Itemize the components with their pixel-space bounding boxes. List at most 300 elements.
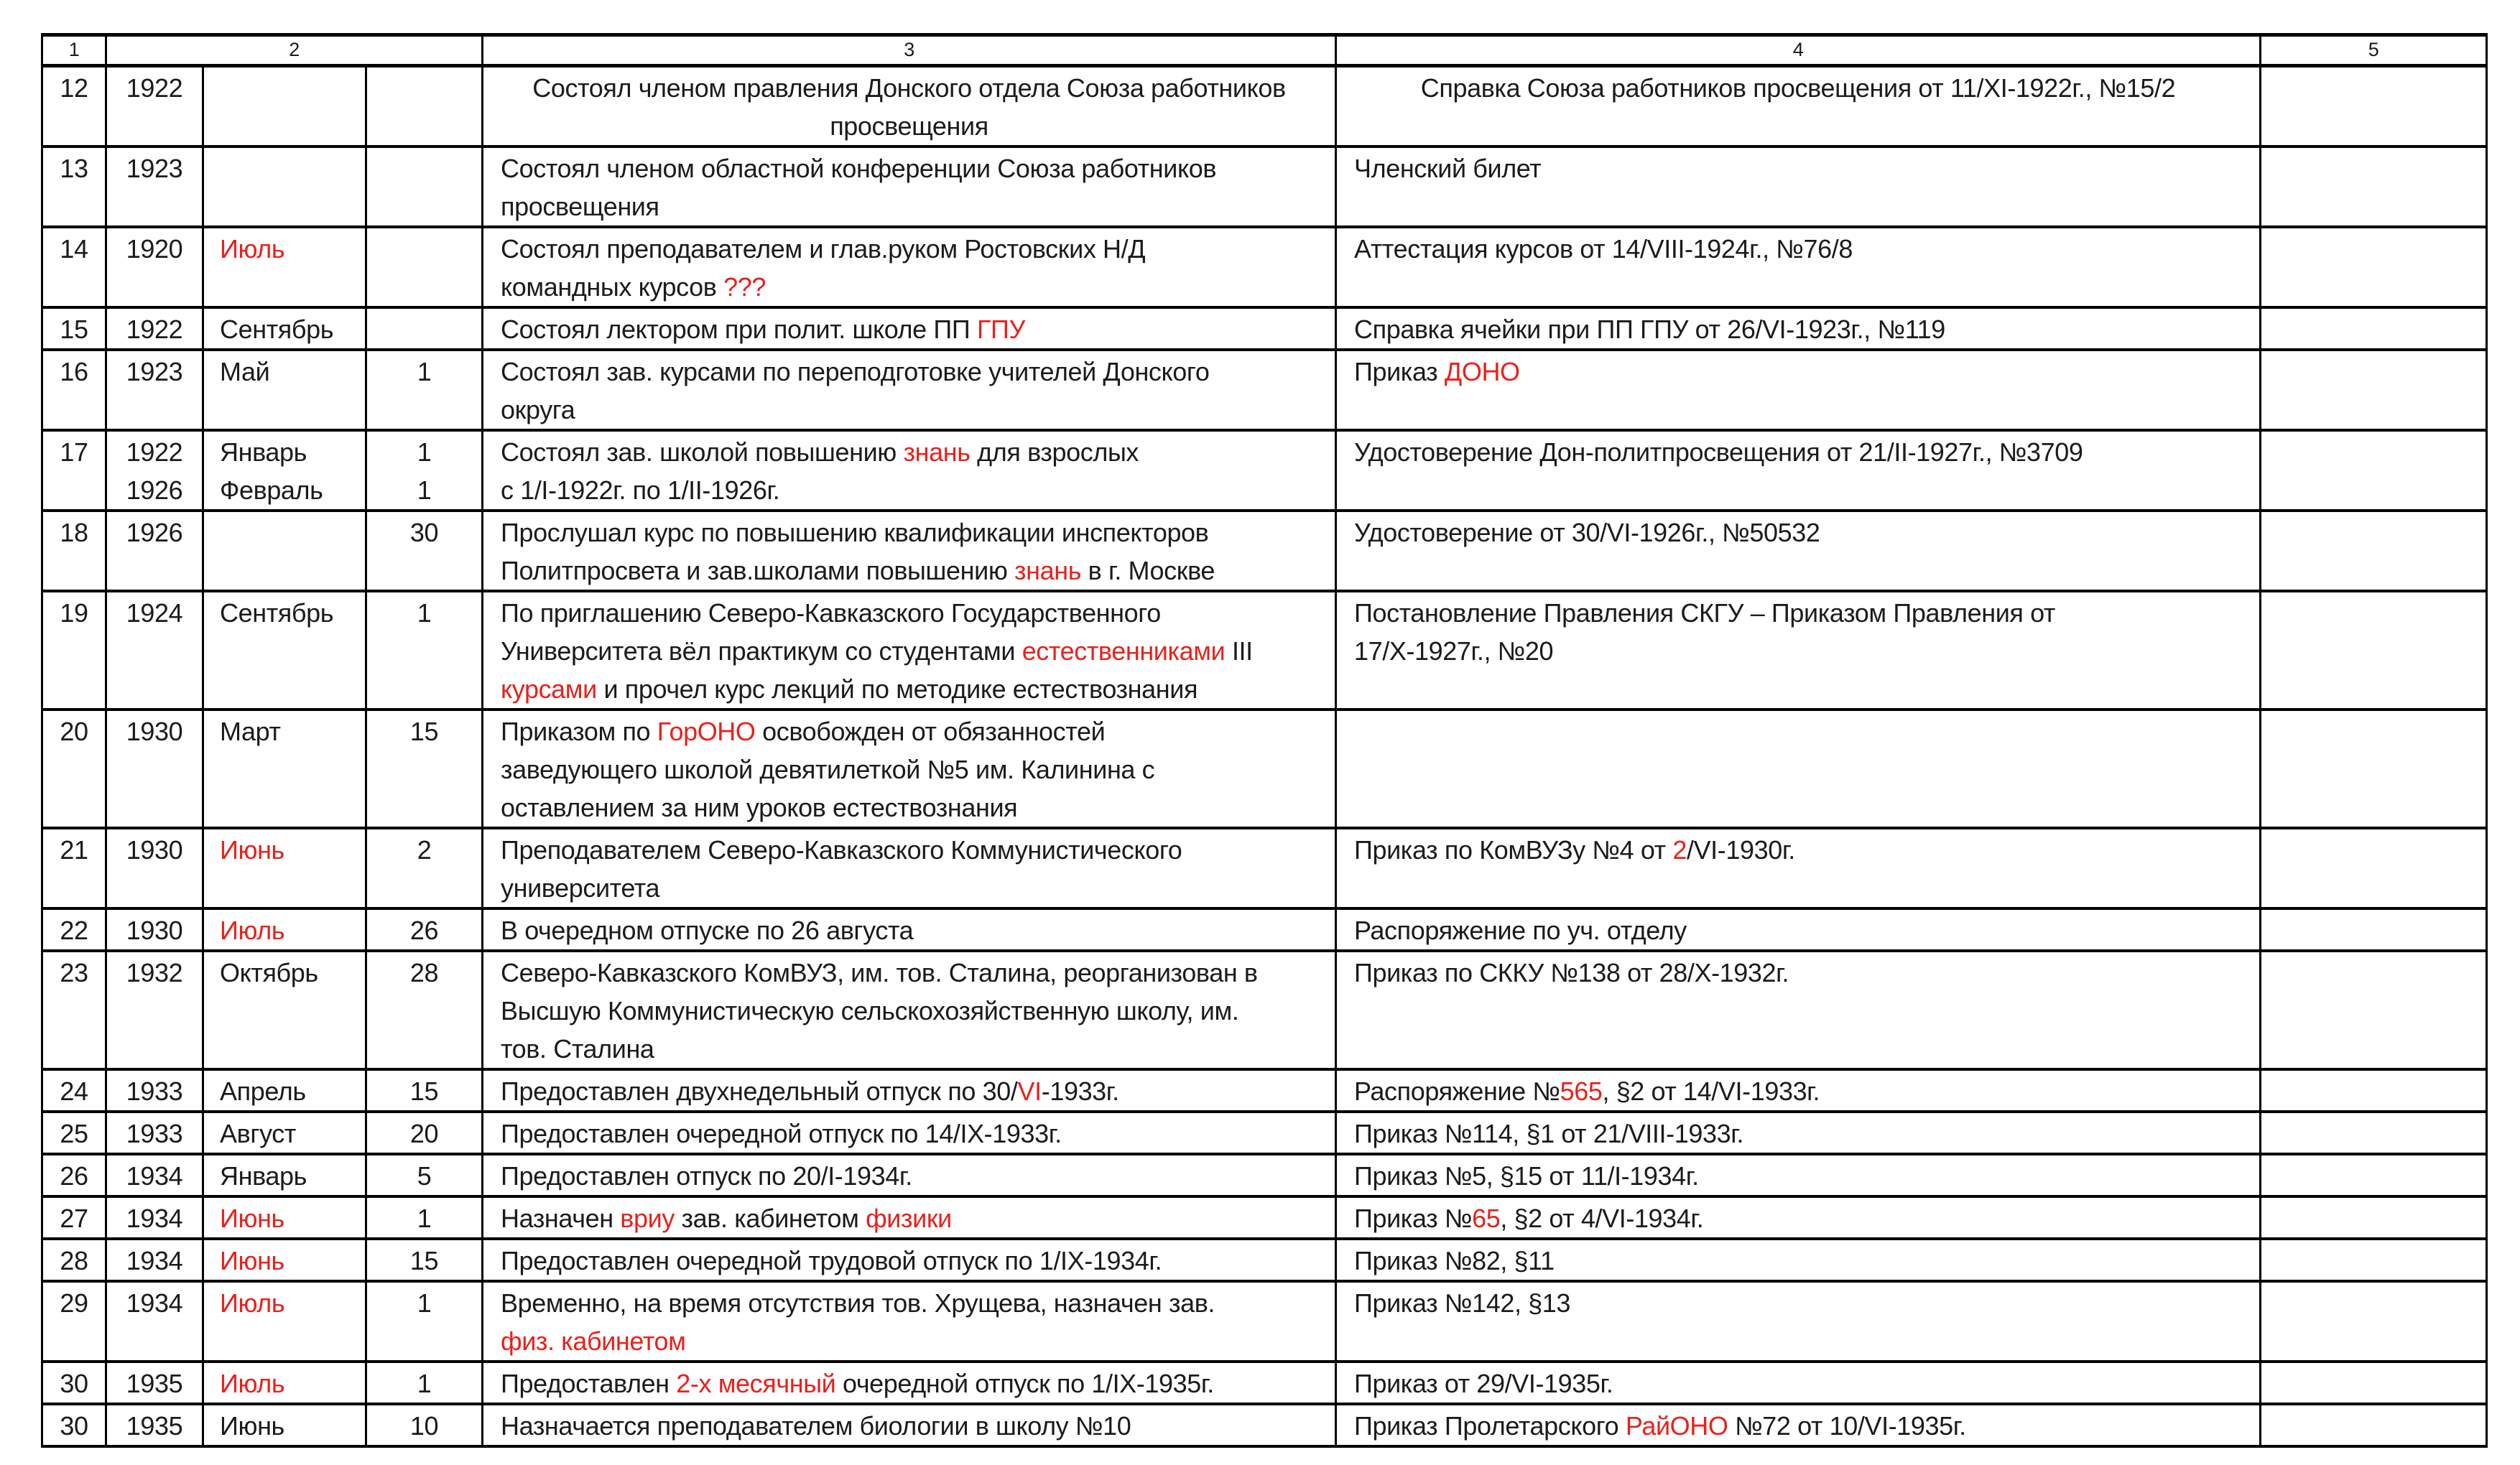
text-segment: Приказ от 29/VI-1935г. [1354, 1369, 1613, 1398]
red-text-segment: 565 [1560, 1076, 1603, 1106]
notes-cell [2261, 1362, 2487, 1404]
record-row [42, 951, 2487, 1069]
document-cell [1336, 66, 2261, 147]
text-line: 15 [409, 717, 439, 746]
text-line [220, 310, 365, 348]
text-segment: Состоял преподавателем и глав.руком Ростовских Н/Д [501, 234, 1146, 264]
text-segment: Январь [220, 1161, 307, 1191]
text-segment: Политпросвета и зав.школами повышению [501, 556, 1015, 585]
description-cell [483, 1196, 1336, 1239]
month-cell [203, 146, 366, 227]
text-line: 1923 [126, 154, 183, 183]
text-line [501, 1115, 1329, 1153]
text-line [501, 433, 1329, 471]
row-number-cell: 23 [42, 951, 106, 1069]
description-cell [483, 908, 1336, 951]
text-line [501, 869, 1329, 907]
notes-cell [2261, 1404, 2487, 1446]
text-line [501, 1407, 1329, 1445]
text-line [501, 1364, 1329, 1403]
text-line [501, 1284, 1329, 1322]
month-cell [203, 1239, 366, 1281]
month-cell [203, 1404, 366, 1446]
column-header: 5 [2261, 35, 2487, 66]
text-line: 1 [417, 357, 432, 386]
day-cell [366, 307, 483, 350]
notes-cell [2261, 66, 2487, 147]
red-text-segment: Июль [220, 234, 285, 264]
text-segment: , §2 от 4/VI-1934г. [1500, 1204, 1704, 1233]
text-segment: По приглашению Северо-Кавказского Государственного [501, 598, 1161, 628]
row-number-cell: 15 [42, 307, 106, 350]
text-line: 1920 [126, 234, 183, 264]
red-text-segment: курсами [501, 674, 597, 704]
text-segment: просвещения [501, 192, 659, 221]
document-cell [1336, 828, 2261, 908]
record-row [42, 1281, 2487, 1362]
red-text-segment: физ. кабинетом [501, 1326, 686, 1356]
text-segment: Состоял лектором при полит. школе ПП [501, 315, 977, 344]
document-cell [1336, 591, 2261, 710]
text-line [220, 1157, 365, 1195]
text-line: 1923 [126, 357, 183, 386]
text-segment: Октябрь [220, 958, 318, 987]
text-segment: Распоряжение № [1354, 1076, 1560, 1106]
year-cell [106, 908, 203, 951]
record-row [42, 430, 2487, 511]
text-segment: Состоял членом правления Донского отдела Союза работников [532, 73, 1286, 103]
text-line [1354, 1157, 2253, 1195]
day-cell [366, 1154, 483, 1196]
text-line [501, 789, 1329, 827]
month-cell [203, 1281, 366, 1362]
document-cell [1336, 350, 2261, 430]
day-cell [366, 146, 483, 227]
row-number-cell: 20 [42, 710, 106, 828]
text-line [220, 230, 365, 268]
month-cell [203, 227, 366, 307]
description-cell [483, 828, 1336, 908]
year-cell [106, 1069, 203, 1112]
notes-cell [2261, 1281, 2487, 1362]
year-cell [106, 1281, 203, 1362]
text-line [220, 911, 365, 949]
text-line [1343, 69, 2253, 107]
text-segment: оставлением за ним уроков естествознания [501, 793, 1018, 822]
row-number-cell: 14 [42, 227, 106, 307]
text-line [220, 954, 365, 992]
text-line [501, 1030, 1329, 1068]
notes-cell [2261, 1154, 2487, 1196]
text-segment: округа [501, 395, 575, 424]
text-segment: Приказ №82, §11 [1354, 1246, 1555, 1275]
red-text-segment: физики [866, 1204, 952, 1233]
notes-cell [2261, 511, 2487, 591]
day-cell [366, 66, 483, 147]
text-segment: /VI-1930г. [1686, 835, 1795, 865]
text-segment: Преподавателем Северо-Кавказского Коммунистического [501, 835, 1182, 865]
day-cell [366, 828, 483, 908]
year-cell [106, 591, 203, 710]
notes-cell [2261, 1112, 2487, 1154]
text-segment: Справка ячейки при ПП ГПУ от 26/VI-1923г., №119 [1354, 315, 1945, 344]
text-line [1354, 911, 2253, 949]
record-row [42, 710, 2487, 828]
month-cell [203, 828, 366, 908]
red-text-segment: Июль [220, 1288, 285, 1318]
text-segment: Удостоверение от 30/VI-1926г., №50532 [1354, 518, 1820, 547]
table-body [42, 35, 2487, 1447]
text-segment: Февраль [220, 475, 323, 505]
text-line: 1924 [126, 598, 183, 628]
text-segment: В очередном отпуске по 26 августа [501, 916, 914, 945]
text-line: 1922 [126, 73, 183, 103]
text-segment: зав. кабинетом [674, 1204, 866, 1233]
text-line [1354, 632, 2253, 670]
red-text-segment: знань [1014, 556, 1082, 585]
text-line: 28 [409, 958, 439, 987]
row-number-cell: 19 [42, 591, 106, 710]
text-segment: Состоял зав. курсами по переподготовке учителей Донского [501, 357, 1210, 386]
record-row [42, 1112, 2487, 1154]
text-line: 1922 [126, 315, 183, 344]
text-segment: Приказ Пролетарского [1354, 1411, 1626, 1441]
text-line [501, 831, 1329, 869]
record-row [42, 1069, 2487, 1112]
text-line [220, 712, 365, 750]
notes-cell [2261, 1196, 2487, 1239]
text-segment: Май [220, 357, 270, 386]
text-line [501, 712, 1329, 750]
document-cell [1336, 1239, 2261, 1281]
text-segment: Северо-Кавказского КомВУЗ, им. тов. Сталина, реорганизован в [501, 958, 1258, 987]
text-segment: Прослушал курс по повышению квалификации инспекторов [501, 518, 1209, 547]
text-line [501, 391, 1329, 429]
year-cell [106, 227, 203, 307]
red-text-segment: 65 [1472, 1204, 1501, 1233]
text-line [1354, 1407, 2253, 1445]
text-segment: Январь [220, 437, 307, 467]
text-line: 10 [409, 1411, 439, 1441]
text-segment: , §2 от 14/VI-1933г. [1602, 1076, 1820, 1106]
day-cell [366, 710, 483, 828]
day-cell [366, 908, 483, 951]
text-line: 1930 [126, 916, 183, 945]
notes-cell [2261, 350, 2487, 430]
text-line [1354, 594, 2253, 632]
document-cell [1336, 430, 2261, 511]
text-segment: Сентябрь [220, 315, 334, 344]
text-line [489, 69, 1329, 107]
text-segment: Июнь [220, 1411, 284, 1441]
description-cell [483, 1112, 1336, 1154]
month-cell [203, 350, 366, 430]
text-line [220, 471, 365, 509]
day-cell [366, 1239, 483, 1281]
text-line [501, 911, 1329, 949]
text-line [220, 1242, 365, 1280]
text-segment: Назначается преподавателем биологии в школу №10 [501, 1411, 1131, 1441]
row-number-cell: 18 [42, 511, 106, 591]
header-row [42, 35, 2487, 66]
text-line [1354, 1364, 2253, 1403]
month-cell [203, 1112, 366, 1154]
month-cell [203, 66, 366, 147]
text-line: 1935 [126, 1369, 183, 1398]
day-cell [366, 1196, 483, 1239]
text-line [220, 433, 365, 471]
year-cell [106, 430, 203, 511]
text-segment: Август [220, 1119, 296, 1148]
text-line: 30 [409, 518, 439, 547]
month-cell [203, 1196, 366, 1239]
text-segment: Март [220, 717, 281, 746]
text-line: 1934 [126, 1161, 183, 1191]
record-row [42, 146, 2487, 227]
notes-cell [2261, 951, 2487, 1069]
red-text-segment: ГорОНО [657, 717, 756, 746]
text-line [1354, 310, 2253, 348]
day-cell [366, 227, 483, 307]
text-line [501, 310, 1329, 348]
text-segment: III [1225, 636, 1253, 666]
text-line: 1932 [126, 958, 183, 987]
record-row [42, 908, 2487, 951]
text-segment: Сентябрь [220, 598, 334, 628]
red-text-segment: Июнь [220, 1246, 284, 1275]
text-segment: Распоряжение по уч. отделу [1354, 916, 1687, 945]
text-line [220, 1072, 365, 1110]
description-cell [483, 951, 1336, 1069]
row-number-cell: 29 [42, 1281, 106, 1362]
text-segment: заведующего школой девятилеткой №5 им. Калинина с [501, 755, 1155, 784]
text-segment: Предоставлен [501, 1369, 677, 1398]
year-cell [106, 828, 203, 908]
text-line: 1926 [126, 518, 183, 547]
text-line [501, 750, 1329, 789]
text-line: 26 [409, 916, 439, 945]
text-segment: Предоставлен двухнедельный отпуск по 30/ [501, 1076, 1018, 1106]
text-line [489, 107, 1329, 145]
document-cell [1336, 710, 2261, 828]
description-cell [483, 1239, 1336, 1281]
day-cell [366, 1362, 483, 1404]
text-segment: Приказ по КомВУЗу №4 от [1354, 835, 1673, 865]
year-cell [106, 511, 203, 591]
text-segment: Временно, на время отсутствия тов. Хрущева, назначен зав. [501, 1288, 1215, 1318]
document-cell [1336, 1154, 2261, 1196]
year-cell [106, 1196, 203, 1239]
text-line [1354, 513, 2253, 552]
text-line [501, 1157, 1329, 1195]
notes-cell [2261, 591, 2487, 710]
record-row [42, 591, 2487, 710]
document-cell [1336, 146, 2261, 227]
red-text-segment: Июнь [220, 1204, 284, 1233]
text-segment: университета [501, 873, 660, 903]
text-line: 1 [417, 1288, 432, 1318]
record-row [42, 1362, 2487, 1404]
text-line: 1933 [126, 1119, 183, 1148]
text-line [1354, 1072, 2253, 1110]
row-number-cell: 30 [42, 1362, 106, 1404]
text-segment: и прочел курс лекций по методике естествознания [596, 674, 1198, 704]
text-segment: командных курсов [501, 272, 724, 302]
year-cell [106, 350, 203, 430]
text-line: 5 [417, 1161, 432, 1191]
record-row [42, 828, 2487, 908]
month-cell [203, 1362, 366, 1404]
document-cell [1336, 908, 2261, 951]
text-line [501, 552, 1329, 590]
text-segment: Приказ по СККУ №138 от 28/X-1932г. [1354, 958, 1789, 987]
red-text-segment: естественниками [1022, 636, 1226, 666]
row-number-cell: 24 [42, 1069, 106, 1112]
text-segment: Университета вёл практикум со студентами [501, 636, 1022, 666]
red-text-segment: ??? [723, 272, 766, 302]
text-line [220, 1199, 365, 1237]
year-cell [106, 1154, 203, 1196]
text-line [501, 353, 1329, 391]
text-line: 1926 [126, 475, 183, 505]
record-row [42, 1154, 2487, 1196]
text-segment: Предоставлен отпуск по 20/I-1934г. [501, 1161, 912, 1191]
text-line [220, 1115, 365, 1153]
document-cell [1336, 307, 2261, 350]
document-cell [1336, 1281, 2261, 1362]
month-cell [203, 307, 366, 350]
day-cell [366, 1404, 483, 1446]
year-cell [106, 307, 203, 350]
month-cell [203, 951, 366, 1069]
notes-cell [2261, 710, 2487, 828]
text-segment: в г. Москве [1081, 556, 1215, 585]
row-number-cell: 28 [42, 1239, 106, 1281]
description-cell [483, 1154, 1336, 1196]
text-segment: Приказ №5, §15 от 11/I-1934г. [1354, 1161, 1699, 1191]
description-cell [483, 591, 1336, 710]
row-number-cell: 25 [42, 1112, 106, 1154]
text-line [1354, 230, 2253, 268]
year-cell [106, 951, 203, 1069]
text-segment: Высшую Коммунистическую сельскохозяйственную школу, им. [501, 996, 1239, 1026]
month-cell [203, 1154, 366, 1196]
document-cell [1336, 1404, 2261, 1446]
notes-cell [2261, 307, 2487, 350]
record-row [42, 227, 2487, 307]
text-line: 1 [417, 1204, 432, 1233]
text-line [501, 632, 1329, 670]
text-line: 1935 [126, 1411, 183, 1441]
description-cell [483, 307, 1336, 350]
text-segment: Назначен [501, 1204, 621, 1233]
month-cell [203, 430, 366, 511]
column-header: 3 [483, 35, 1336, 66]
description-cell [483, 66, 1336, 147]
text-line: 1934 [126, 1246, 183, 1275]
text-line: 1 [417, 1369, 432, 1398]
row-number-cell: 13 [42, 146, 106, 227]
text-segment: Аттестация курсов от 14/VIII-1924г., №76/8 [1354, 234, 1853, 264]
document-cell [1336, 1112, 2261, 1154]
description-cell [483, 146, 1336, 227]
text-line [501, 471, 1329, 509]
notes-cell [2261, 828, 2487, 908]
text-segment: Приказ №114, §1 от 21/VIII-1933г. [1354, 1119, 1744, 1148]
text-line [1354, 1242, 2253, 1280]
description-cell [483, 1281, 1336, 1362]
day-cell [366, 350, 483, 430]
record-row [42, 1404, 2487, 1446]
year-cell [106, 1362, 203, 1404]
row-number-cell: 22 [42, 908, 106, 951]
record-row [42, 1239, 2487, 1281]
text-line: 1933 [126, 1076, 183, 1106]
text-line [501, 149, 1329, 187]
text-line [501, 992, 1329, 1030]
document-cell [1336, 1069, 2261, 1112]
text-line [220, 831, 365, 869]
text-segment: Апрель [220, 1076, 306, 1106]
text-segment: Членский билет [1354, 154, 1542, 183]
text-segment: Предоставлен очередной отпуск по 14/IX-1933г. [501, 1119, 1062, 1148]
year-cell [106, 146, 203, 227]
text-segment: Приказ [1354, 357, 1445, 386]
text-line: 1 [417, 437, 432, 467]
text-segment: №72 от 10/VI-1935г. [1728, 1411, 1966, 1441]
text-line [501, 954, 1329, 992]
text-segment: Состоял зав. школой повышению [501, 437, 904, 467]
month-cell [203, 908, 366, 951]
day-cell [366, 591, 483, 710]
record-row [42, 1196, 2487, 1239]
text-segment: -1933г. [1041, 1076, 1119, 1106]
text-line [1354, 353, 2253, 391]
notes-cell [2261, 227, 2487, 307]
red-text-segment: 2 [1672, 835, 1687, 865]
row-number-cell: 17 [42, 430, 106, 511]
record-row [42, 307, 2487, 350]
text-line: 1934 [126, 1204, 183, 1233]
text-line: 20 [409, 1119, 439, 1148]
text-segment: просвещения [830, 111, 988, 141]
row-number-cell: 26 [42, 1154, 106, 1196]
text-line [501, 1242, 1329, 1280]
row-number-cell: 30 [42, 1404, 106, 1446]
text-line [1354, 831, 2253, 869]
text-segment: Приказ № [1354, 1204, 1473, 1233]
record-row [42, 66, 2487, 147]
description-cell [483, 350, 1336, 430]
text-segment: Предоставлен очередной трудовой отпуск по 1/IX-1934г. [501, 1246, 1162, 1275]
year-cell [106, 1404, 203, 1446]
red-text-segment: Июнь [220, 835, 284, 865]
month-cell [203, 591, 366, 710]
description-cell [483, 1069, 1336, 1112]
text-line [1354, 954, 2253, 992]
document-cell [1336, 511, 2261, 591]
text-segment: освобожден от обязанностей [755, 717, 1106, 746]
text-line: 1934 [126, 1288, 183, 1318]
column-header: 1 [42, 35, 106, 66]
text-segment: с 1/I-1922г. по 1/II-1926г. [501, 475, 780, 505]
description-cell [483, 1404, 1336, 1446]
notes-cell [2261, 1239, 2487, 1281]
text-segment: тов. Сталина [501, 1034, 654, 1064]
description-cell [483, 710, 1336, 828]
description-cell [483, 511, 1336, 591]
red-text-segment: ГПУ [976, 315, 1025, 344]
